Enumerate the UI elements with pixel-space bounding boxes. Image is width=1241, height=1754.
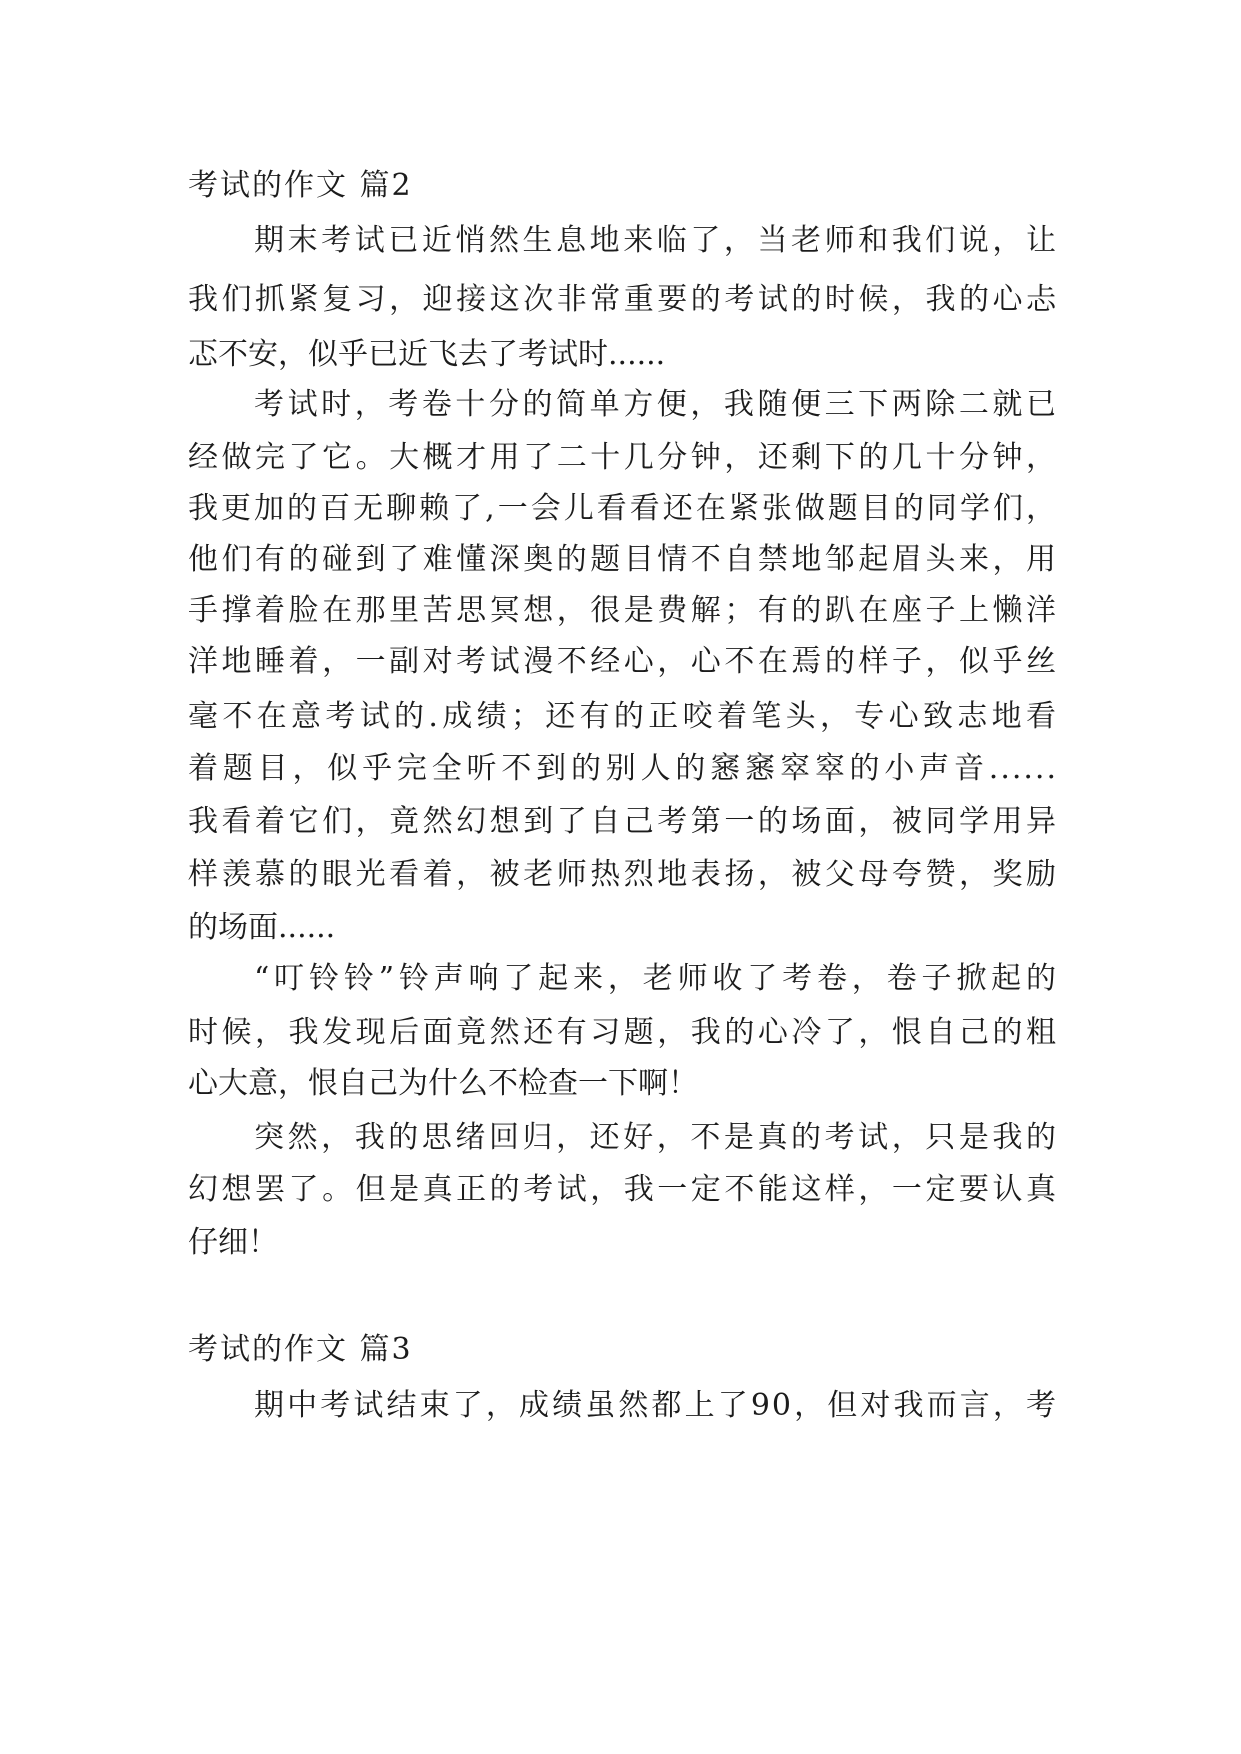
essay-2-line: 突然，我的思绪回归，还好，不是真的考试，只是我的: [254, 1120, 1058, 1155]
essay-2-line: 幻想罢了。但是真正的考试，我一定不能这样，一定要认真: [188, 1172, 1058, 1207]
essay-3-heading: 考试的作文 篇3: [188, 1332, 413, 1367]
essay-2-line: 毫不在意考试的.成绩；还有的正咬着笔头，专心致志地看: [188, 699, 1058, 734]
essay-2-line: 期末考试已近悄然生息地来临了，当老师和我们说，让: [254, 223, 1058, 258]
essay-2-line: 心大意，恨自己为什么不检查一下啊！: [188, 1066, 698, 1101]
essay-2-line: 仔细！: [188, 1225, 278, 1260]
essay-2-line: 我更加的百无聊赖了,一会儿看看还在紧张做题目的同学们，: [188, 491, 1058, 526]
essay-2-line: 考试时，考卷十分的简单方便，我随便三下两除二就已: [254, 387, 1058, 422]
essay-2-line: 时候，我发现后面竟然还有习题，我的心冷了，恨自己的粗: [188, 1015, 1058, 1050]
essay-2-line: 着题目，似乎完全听不到的别人的窸窸窣窣的小声音......: [188, 751, 1058, 786]
essay-2-line: “叮铃铃”铃声响了起来，老师收了考卷，卷子掀起的: [254, 961, 1058, 996]
essay-2-line: 样羡慕的眼光看着，被老师热烈地表扬，被父母夸赞，奖励: [188, 857, 1058, 892]
essay-2-line: 手撑着脸在那里苦思冥想，很是费解；有的趴在座子上懒洋: [188, 593, 1058, 628]
essay-2-line: 经做完了它。大概才用了二十几分钟，还剩下的几十分钟，: [188, 440, 1058, 475]
essay-2-line: 忑不安，似乎已近飞去了考试时......: [188, 337, 666, 372]
essay-3-line: 期中考试结束了，成绩虽然都上了90，但对我而言，考: [254, 1388, 1058, 1423]
essay-2-heading: 考试的作文 篇2: [188, 168, 413, 203]
essay-2-line: 我看着它们，竟然幻想到了自己考第一的场面，被同学用异: [188, 804, 1058, 839]
essay-2-line: 洋地睡着，一副对考试漫不经心，心不在焉的样子，似乎丝: [188, 644, 1058, 679]
essay-2-line: 他们有的碰到了难懂深奥的题目情不自禁地邹起眉头来，用: [188, 542, 1058, 577]
essay-2-line: 我们抓紧复习，迎接这次非常重要的考试的时候，我的心忐: [188, 282, 1058, 317]
essay-2-line: 的场面......: [188, 910, 336, 945]
